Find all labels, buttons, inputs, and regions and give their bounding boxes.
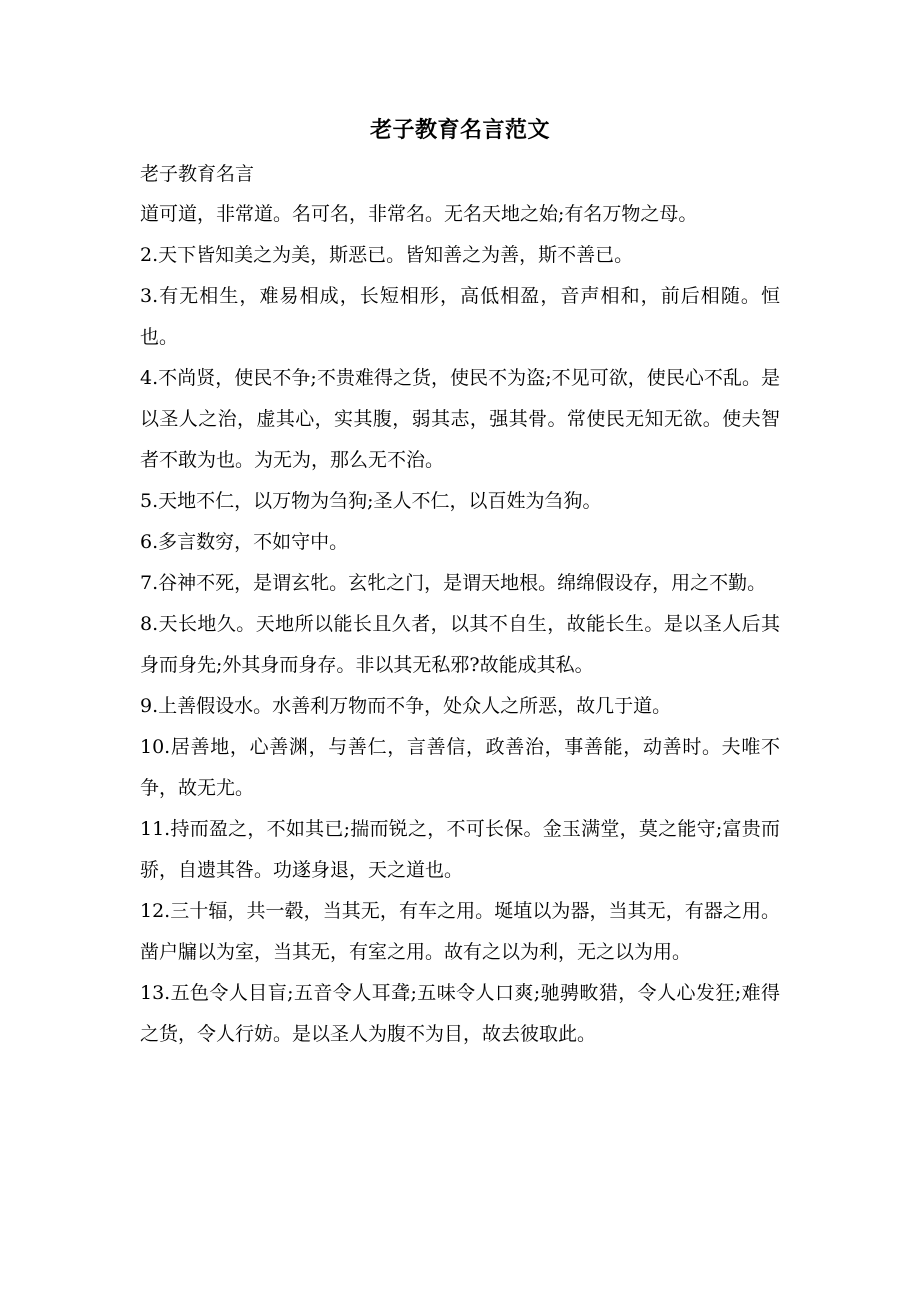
quote-paragraph: 8.天长地久。天地所以能长且久者，以其不自生，故能长生。是以圣人后其身而身先;外其身而身存。非以其无私邪?故能成其私。 (140, 613, 780, 676)
quote-paragraph: 9.上善假设水。水善利万物而不争，处众人之所恶，故几于道。 (140, 695, 672, 717)
quote-paragraph: 4.不尚贤，使民不争;不贵难得之货，使民不为盗;不见可欲，使民心不乱。是以圣人之治，虚其心，实其腹，弱其志，强其骨。常使民无知无欲。使夫智者不敢为也。为无为，那么无不治。 (140, 367, 780, 471)
quote-paragraph: 13.五色令人目盲;五音令人耳聋;五味令人口爽;驰骋畋猎，令人心发狂;难得之货，令人行妨。是以圣人为腹不为目，故去彼取此。 (140, 982, 780, 1045)
quote-paragraph: 5.天地不仁，以万物为刍狗;圣人不仁，以百姓为刍狗。 (140, 490, 602, 512)
document-page (140, 110, 780, 1055)
quote-paragraph: 3.有无相生，难易相成，长短相形，高低相盈，音声相和，前后相随。恒也。 (140, 285, 780, 348)
quote-paragraph: 7.谷神不死，是谓玄牝。玄牝之门，是谓天地根。绵绵假设存，用之不勤。 (140, 572, 767, 594)
quote-paragraph: 2.天下皆知美之为美，斯恶已。皆知善之为善，斯不善已。 (140, 244, 634, 266)
quote-paragraph: 11.持而盈之，不如其已;揣而锐之，不可长保。金玉满堂，莫之能守;富贵而骄，自遗其咎。功遂身退，天之道也。 (140, 818, 780, 881)
document-subtitle: 老子教育名言 (140, 163, 255, 185)
document-title: 老子教育名言范文 (369, 117, 550, 143)
quote-paragraph: 10.居善地，心善渊，与善仁，言善信，政善治，事善能，动善时。夫唯不争，故无尤。 (140, 736, 780, 799)
quote-paragraph: 6.多言数穷，不如守中。 (140, 531, 349, 553)
quote-paragraph: 道可道，非常道。名可名，非常名。无名天地之始;有名万物之母。 (140, 203, 698, 225)
quote-paragraph: 12.三十辐，共一毂，当其无，有车之用。埏埴以为器，当其无，有器之用。凿户牖以为室，当其无，有室之用。故有之以为利，无之以为用。 (140, 900, 780, 963)
